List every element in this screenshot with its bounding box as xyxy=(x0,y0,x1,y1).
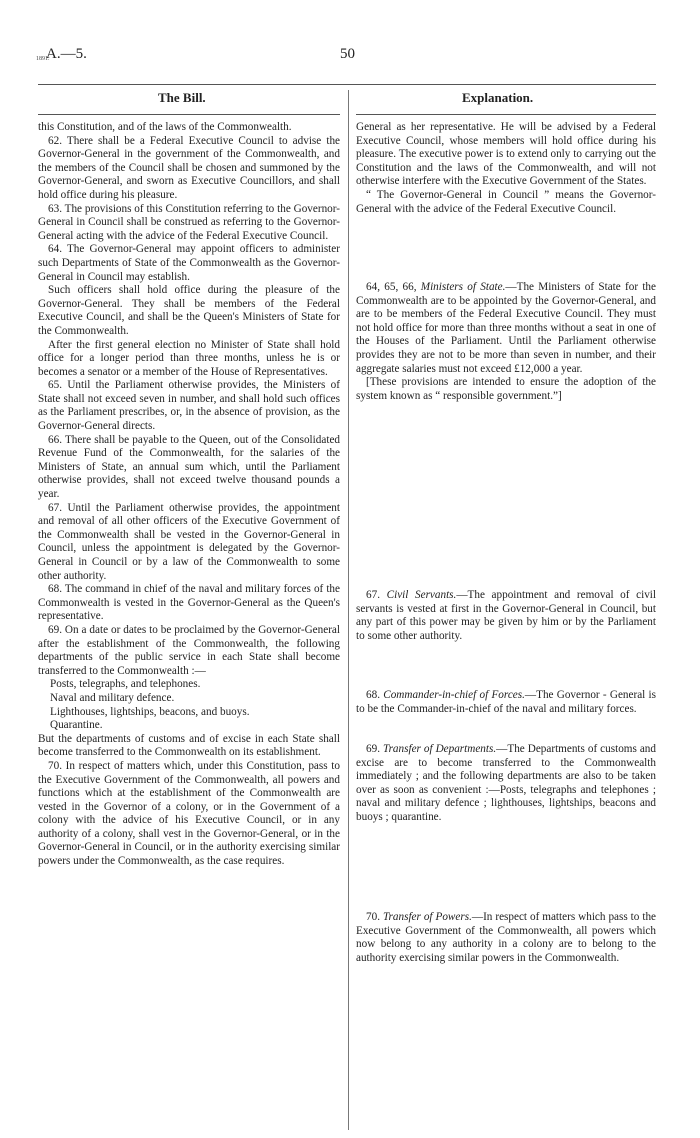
bill-section-66: 66. There shall be payable to the Queen, out of the Consolidated Revenue Fund of the Commonwealth, for the salaries of the Ministers of State, an annual sum which, until the Parliament otherwise provides, shall not exceed twelve thousand pounds a year. xyxy=(38,433,340,501)
explanation-heading-rule xyxy=(356,114,656,115)
bill-section-64: 64. The Governor-General may appoint officers to administer such Departments of State of the Commonwealth as the Governor-General in Council may establish. xyxy=(38,243,340,283)
bill-column-heading: The Bill. xyxy=(158,90,206,105)
explanation-governor-in-council: “ The Governor-General in Council ” means the Governor-General with the advice of the Federal Executive Council. xyxy=(356,188,656,215)
explanation-section-number: 67. xyxy=(366,589,380,601)
bill-section-69-item: Quarantine. xyxy=(50,719,103,732)
bill-section-68: 68. The command in chief of the naval and military forces of the Commonwealth is vested in the Governor-General as the Queen's representative. xyxy=(38,583,340,623)
explanation-governor-general xyxy=(356,121,656,216)
column-divider xyxy=(348,90,349,1130)
explanation-ministers-of-state xyxy=(356,281,656,403)
explanation-responsible-government-note: [These provisions are intended to ensure the adoption of the system known as “ responsible government.”] xyxy=(356,376,656,402)
bill-section-70: 70. In respect of matters which, under this Constitution, pass to the Executive Government of the Commonwealth, all powers and functions which at the establishment of the Commonwealth are vested in the Governor of a colony, or in the Government of a colony with the advice of his Executive Council, or in any authority of a colony, shall vest in the Governor-General, or in the Governor-General in Council, or in the authority exercising similar powers under the Commonwealth, as the case requires. xyxy=(38,759,340,868)
bill-section-64-para-2: Such officers shall hold office during the pleasure of the Governor-General. They shall be members of the Federal Executive Council, and shall be the Queen's Ministers of State for the Commonwealth. xyxy=(38,284,340,337)
explanation-transfer-of-powers xyxy=(356,911,656,965)
explanation-section-title: Civil Servants. xyxy=(386,589,457,601)
explanation-section-number: 68. xyxy=(366,689,380,701)
explanation-section-body: —The Ministers of State for the Commonwealth are to be appointed by the Governor-General, and are to be members of the Federal Executive Council. They must not hold office for more than three months without a seat in one of the Houses of the Parliament. Until the Parliament otherwise provides they are not to be more than seven in number, and their aggregate salaries must not exceed £12,000 a year. xyxy=(356,281,656,375)
explanation-section-body: —The appointment and removal of civil servants is vested at first in the Governor-General in Council, but any part of this power may be given by him or by the Parliament to some other authority. xyxy=(356,589,657,642)
explanation-commander-in-chief xyxy=(356,689,656,716)
bill-section-63: 63. The provisions of this Constitution referring to the Governor-General in Council shall be construed as referring to the Governor-General acting with the advice of the Federal Executive Council. xyxy=(38,202,340,242)
bill-section-65: 65. Until the Parliament otherwise provides, the Ministers of State shall not exceed seven in number, and shall hold such offices as the Parliament prescribes, or, in the absence of provision, as the Governor-General directs. xyxy=(38,379,340,433)
bill-section-69-item: Lighthouses, lightships, beacons, and buoys. xyxy=(50,705,250,718)
bill-section-62: 62. There shall be a Federal Executive Council to advise the Governor-General in the government of the Commonwealth, and the members of the Council shall be chosen and summoned by the Governor-General, and sworn as Executive Councillors, and shall hold office during his pleasure. xyxy=(38,134,340,201)
bill-section-69-para-2: But the departments of customs and of excise in each State shall become transferred to the Commonwealth on its establishment. xyxy=(38,732,340,759)
explanation-section-title: Transfer of Departments. xyxy=(382,743,497,755)
document-reference: A.—5. xyxy=(46,46,87,62)
page-number: 50 xyxy=(340,46,355,62)
bill-section-69-item: Naval and military defence. xyxy=(50,691,175,704)
explanation-section-body: —The Departments of customs and excise are to become transferred to the Commonwealth immediately ; and the following departments are also to be taken over as soon as convenient :—Posts, telegraphs and telephones ; naval and military defence ; lighthouses, lightships, beacons and buoys ; quarantine. xyxy=(356,743,656,823)
page-header xyxy=(0,46,700,68)
explanation-section-title: Ministers of State. xyxy=(420,281,506,293)
column-headings xyxy=(0,86,700,114)
explanation-section-number: 70. xyxy=(366,911,380,923)
explanation-column-heading: Explanation. xyxy=(462,90,534,105)
explanation-section-title: Commander-in-chief of Forces. xyxy=(383,689,525,701)
explanation-section-number: 69. xyxy=(366,743,380,755)
bill-section-69-item: Posts, telegraphs, and telephones. xyxy=(50,678,201,691)
explanation-continuation: General as her representative. He will be advised by a Federal Executive Council, whose members will hold office during his pleasure. The executive power is to extend only to carrying out the Constitution and the laws of the Commonwealth, and will not otherwise interfere with the Executive Government of the States. xyxy=(356,121,656,188)
header-top-rule xyxy=(38,84,656,85)
explanation-section-number: 64, 65, 66, xyxy=(366,281,417,293)
explanation-civil-servants xyxy=(356,589,656,643)
bill-section-64-para-3: After the first general election no Minister of State shall hold office for a longer period than three months, unless he is or becomes a senator or a member of the House of Representatives. xyxy=(38,338,340,378)
bill-continuation: this Constitution, and of the laws of the Commonwealth. xyxy=(38,121,292,133)
explanation-section-body: —The Governor - General is to be the Commander-in-chief of the naval and military forces. xyxy=(356,689,657,715)
margin-year-mark: 1891. xyxy=(36,56,50,62)
bill-section-69: 69. On a date or dates to be proclaimed by the Governor-General after the establishment of the Commonwealth, the following departments of the public service in each State shall become transferred to the Commonwealth :— xyxy=(38,623,340,677)
explanation-section-title: Transfer of Powers. xyxy=(382,911,472,923)
bill-heading-rule xyxy=(38,114,340,115)
explanation-transfer-of-departments xyxy=(356,743,656,825)
bill-section-67: 67. Until the Parliament otherwise provides, the appointment and removal of all other officers of the Executive Government of the Commonwealth shall be vested in the Governor-General in Council, unless the appointment is delegated by the Governor-General in Council or by a law of the Commonwealth to some other authority. xyxy=(38,501,340,582)
bill-column xyxy=(38,121,340,869)
explanation-section-body: —In respect of matters which pass to the Executive Government of the Commonwealth, all powers which now belong to any authority in a colony are to belong to the authority exercising similar powers in the Commonwealth. xyxy=(356,911,657,964)
